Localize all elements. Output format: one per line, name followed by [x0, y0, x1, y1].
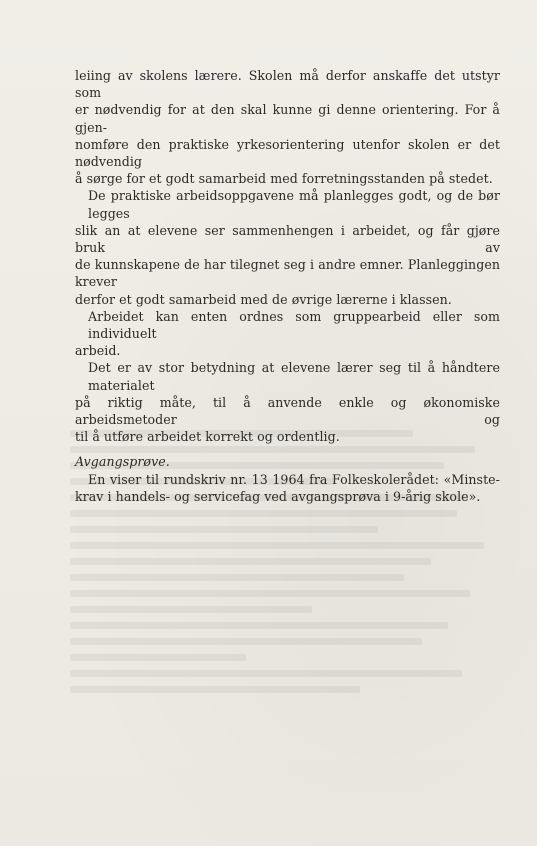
- section-heading: Avgangsprøve.: [75, 454, 170, 470]
- text-line: leiing av skolens lærere. Skolen må derfor anskaffe det utstyr som: [75, 68, 500, 101]
- text-line: arbeid.: [75, 343, 121, 359]
- text-line: til å utføre arbeidet korrekt og ordentlig.: [75, 429, 340, 445]
- text-line: Arbeidet kan enten ordnes som gruppearbeid eller som individuelt: [88, 308, 500, 342]
- text-line: nomføre den praktiske yrkesorientering utenfor skolen er det nødvendig: [75, 136, 500, 170]
- body-text: [75, 67, 500, 505]
- text-line: Det er av stor betydning at elevene lærer seg til å håndtere materialet: [88, 360, 500, 393]
- text-line: En viser til rundskriv nr. 13 1964 fra Folkeskolerådet: «Minste-: [88, 471, 500, 487]
- text-line: slik an at elevene ser sammenhengen i arbeidet, og får gjøre bruk av: [75, 222, 500, 256]
- paragraph-p5: [75, 471, 500, 505]
- text-line: De praktiske arbeidsoppgavene må planlegges godt, og de bør legges: [88, 188, 500, 221]
- paragraph-p2: [75, 187, 500, 307]
- text-line: på riktig måte, til å anvende enkle og økonomiske arbeidsmetoder og: [75, 394, 500, 428]
- text-line: å sørge for et godt samarbeid med forretningsstanden på stedet.: [75, 171, 493, 187]
- paragraph-p1: [75, 67, 500, 187]
- paragraph-p4: [75, 359, 500, 445]
- text-line: derfor et godt samarbeid med de øvrige lærerne i klassen.: [75, 291, 452, 307]
- paragraph-p3: [75, 308, 500, 360]
- text-line: er nødvendig for at den skal kunne gi denne orientering. For å gjen-: [75, 102, 500, 135]
- text-line: de kunnskapene de har tilegnet seg i andre emner. Planleggingen krever: [75, 257, 500, 290]
- text-line: krav i handels- og servicefag ved avgangsprøva i 9-årig skole».: [75, 488, 481, 504]
